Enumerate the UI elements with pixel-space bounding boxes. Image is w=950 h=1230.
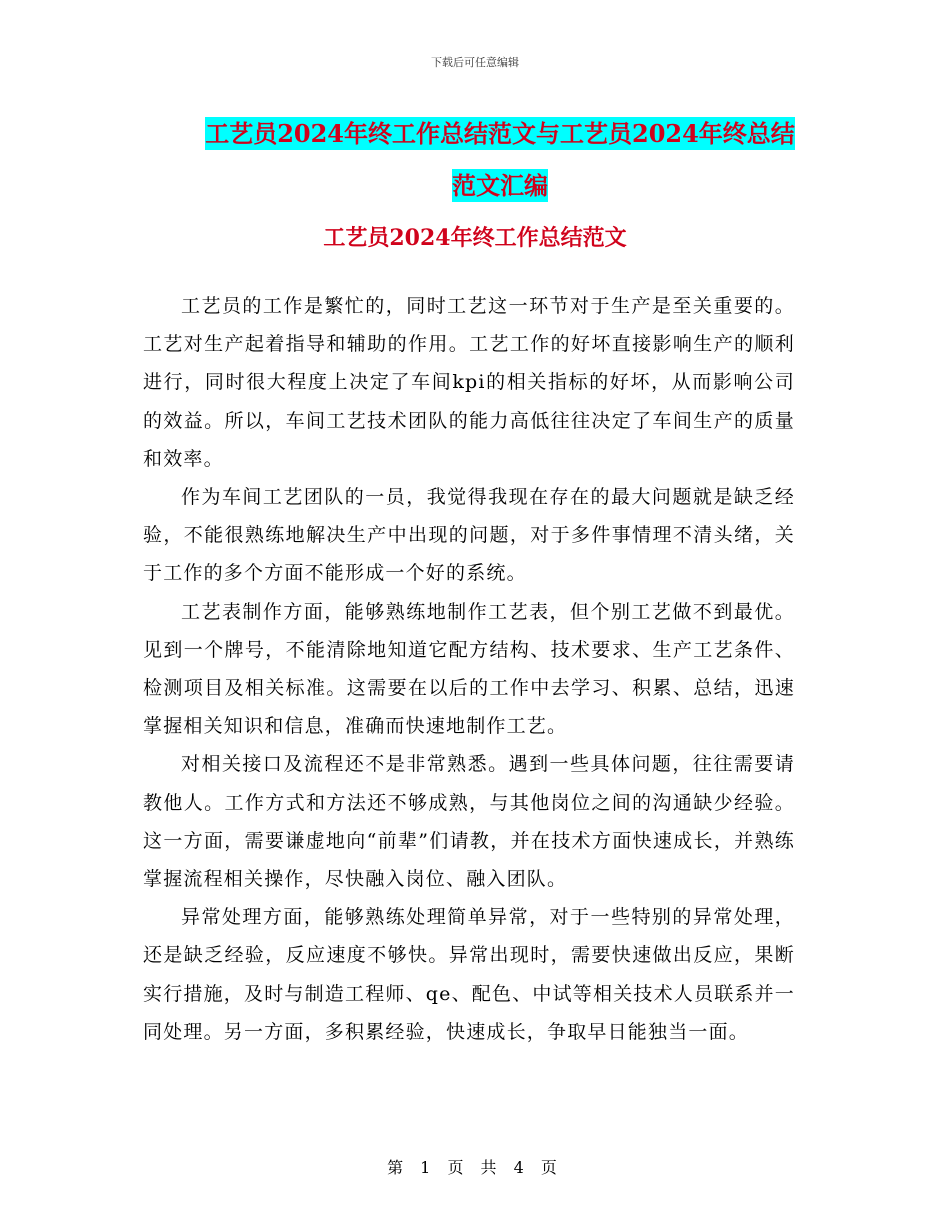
header-note: 下载后可任意编辑: [431, 56, 519, 69]
section-title: 工艺员2024年终工作总结范文: [323, 225, 627, 251]
main-title-text: 工艺员2024年终工作总结范文与工艺员2024年终总结范文汇编: [205, 119, 795, 200]
paragraph: 作为车间工艺团队的一员，我觉得我现在存在的最大问题就是缺乏经验，不能很熟练地解决生产中出现的问题，对于多件事情理不清头绪，关于工作的多个方面不能形成一个好的系统。: [143, 486, 795, 585]
paragraph: 工艺表制作方面，能够熟练地制作工艺表，但个别工艺做不到最优。见到一个牌号，不能清除地知道它配方结构、技术要求、生产工艺条件、检测项目及相关标准。这需要在以后的工作中去学习、积累、总结，迅速掌握相关知识和信息，准确而快速地制作工艺。: [143, 600, 795, 738]
paragraph: 异常处理方面，能够熟练处理简单异常，对于一些特别的异常处理，还是缺乏经验，反应速度不够快。异常出现时，需要快速做出反应，果断实行措施，及时与制造工程师、qe、配色、中试等相关技术人员联系并一同处理。另一方面，多积累经验，快速成长，争取早日能独当一面。: [143, 906, 796, 1043]
paragraph: 对相关接口及流程还不是非常熟悉。遇到一些具体问题，往往需要请教他人。工作方式和方法还不够成熟，与其他岗位之间的沟通缺少经验。这一方面，需要谦虚地向“前辈”们请教，并在技术方面快速成长，并熟练掌握流程相关操作，尽快融入岗位、融入团队。: [143, 753, 795, 891]
body-text: [143, 287, 795, 1051]
page-footer: 第 1 页 共 4 页: [387, 1158, 563, 1177]
paragraph: 工艺员的工作是繁忙的，同时工艺这一环节对于生产是至关重要的。工艺对生产起着指导和辅助的作用。工艺工作的好坏直接影响生产的顺利进行，同时很大程度上决定了车间kpi的相关指标的好坏，从而影响公司的效益。所以，车间工艺技术团队的能力高低往往决定了车间生产的质量和效率。: [143, 295, 795, 470]
main-title: [195, 108, 805, 212]
